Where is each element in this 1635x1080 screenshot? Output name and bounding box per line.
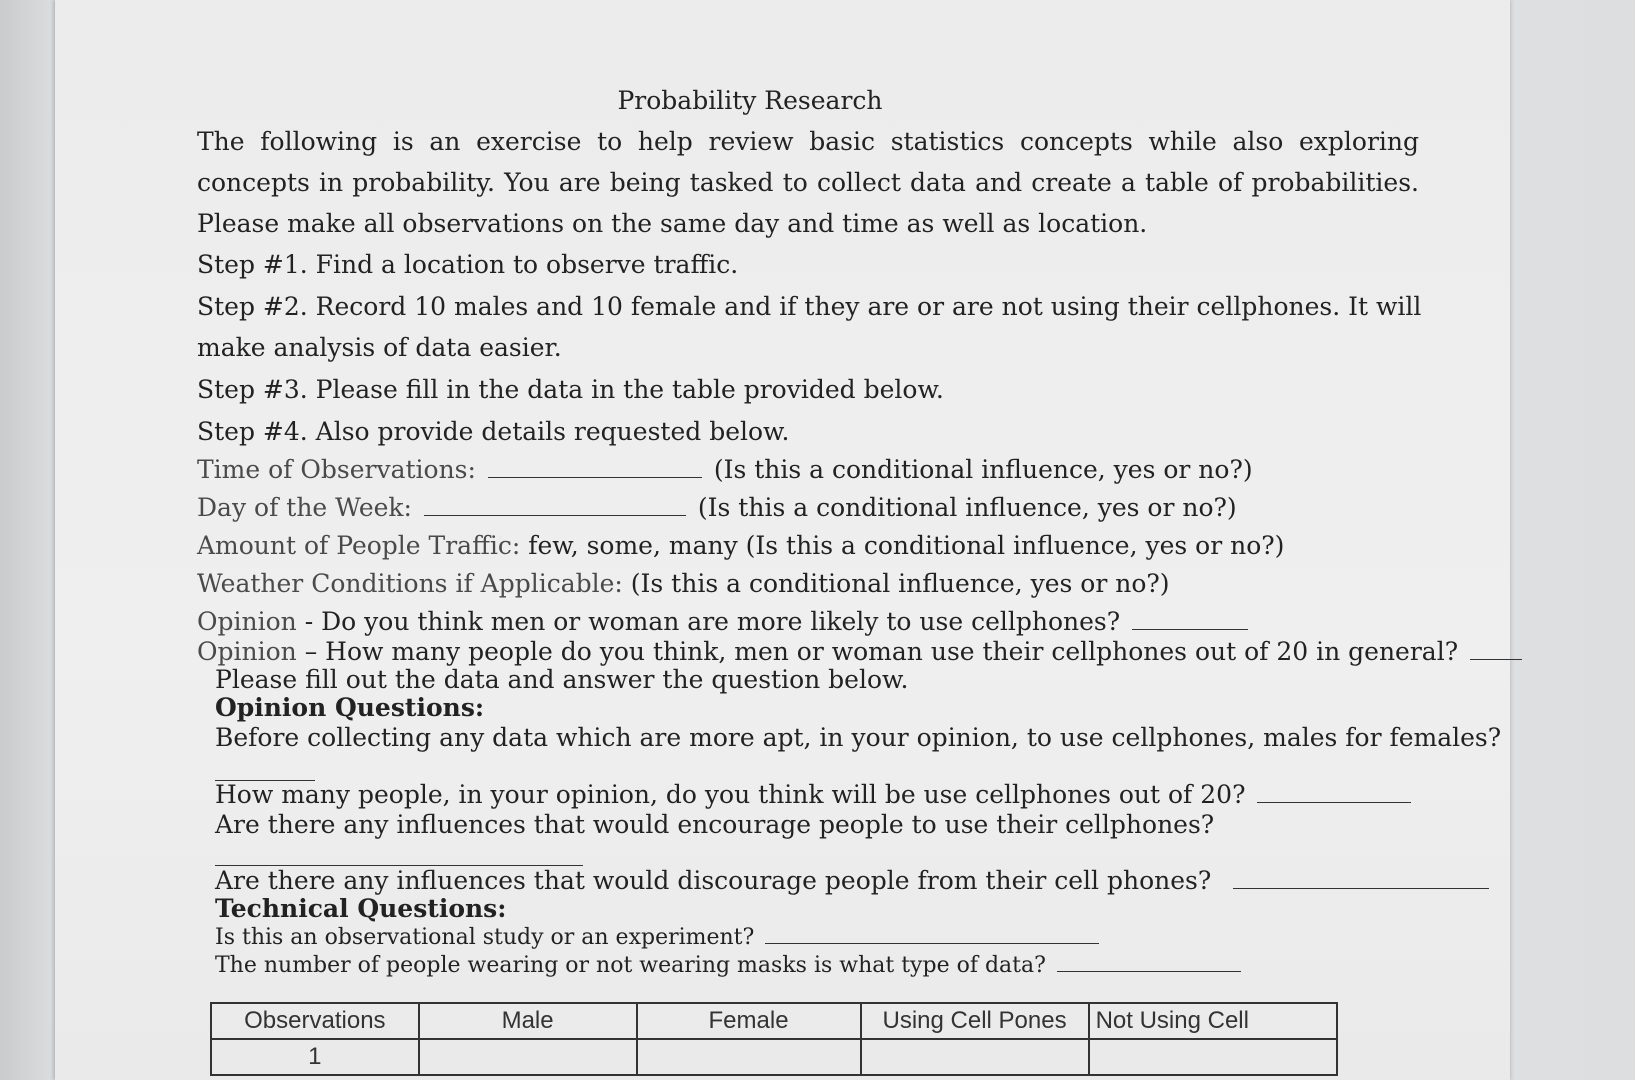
technical-questions-heading: Technical Questions: xyxy=(215,894,507,923)
row-not-using-cell[interactable] xyxy=(1089,1039,1337,1075)
opinion-question-q2: How many people, in your opinion, do you think will be use cellphones out of 20? xyxy=(215,780,1246,809)
header-not-using-cell: Not Using Cell xyxy=(1089,1003,1337,1039)
weather-question: (Is this a conditional influence, yes or no?) xyxy=(630,569,1170,598)
technical-question-t1: Is this an observational study or an experiment? xyxy=(215,925,755,950)
header-using-cell: Using Cell Pones xyxy=(861,1003,1089,1039)
opinion-label-2: Opinion xyxy=(197,637,297,666)
header-observations: Observations xyxy=(211,1003,419,1039)
opinion-row-2 xyxy=(197,637,1526,666)
traffic-label: Amount of People Traffic: xyxy=(197,531,521,560)
step-3: Step #3. Please fill in the data in the table provided below. xyxy=(197,375,944,404)
opinion-question-q4-row xyxy=(215,866,1493,895)
q1-blank[interactable] xyxy=(215,758,315,781)
technical-question-t2: The number of people wearing or not wearing masks is what type of data? xyxy=(215,953,1046,978)
t2-blank[interactable] xyxy=(1057,953,1241,972)
opinion-questions-heading: Opinion Questions: xyxy=(215,693,485,722)
time-question: (Is this a conditional influence, yes or no?) xyxy=(713,455,1253,484)
day-question: (Is this a conditional influence, yes or no?) xyxy=(697,493,1237,522)
row-using-cell[interactable] xyxy=(861,1039,1089,1075)
step-1: Step #1. Find a location to observe traffic. xyxy=(197,250,739,279)
opinion-question-1: - Do you think men or woman are more likely to use cellphones? xyxy=(304,607,1121,636)
t1-blank[interactable] xyxy=(765,925,1099,944)
technical-question-t1-row xyxy=(215,925,1103,950)
intro-paragraph: The following is an exercise to help review basic statistics concepts while also exploring concepts in probability. You are being tasked to collect data and create a table of probabilities. Please make all observations on the same day and time as well as location. xyxy=(197,127,1419,238)
table-row xyxy=(211,1039,1337,1075)
step-2-continued: make analysis of data easier. xyxy=(197,333,562,362)
traffic-options: few, some, many (Is this a conditional influence, yes or no?) xyxy=(528,531,1285,560)
opinion-question-2: – How many people do you think, men or woman use their cellphones out of 20 in general? xyxy=(304,637,1459,666)
q4-blank[interactable] xyxy=(1233,866,1489,889)
opinion-question-q2-row xyxy=(215,780,1415,809)
traffic-row xyxy=(197,531,1284,560)
step-2: Step #2. Record 10 males and 10 female and if they are or are not using their cellphones. It will xyxy=(197,292,1422,321)
row-observation-number: 1 xyxy=(211,1039,419,1075)
observations-table xyxy=(210,1002,1338,1076)
opinion-blank-1[interactable] xyxy=(1132,607,1248,630)
header-male: Male xyxy=(419,1003,637,1039)
day-blank[interactable] xyxy=(424,493,686,516)
header-female: Female xyxy=(637,1003,861,1039)
q3-blank[interactable] xyxy=(215,843,583,866)
opinion-label-1: Opinion xyxy=(197,607,297,636)
time-blank[interactable] xyxy=(488,455,702,478)
weather-label: Weather Conditions if Applicable: xyxy=(197,569,623,598)
day-label: Day of the Week: xyxy=(197,493,412,522)
document-title: Probability Research xyxy=(617,86,883,115)
time-label: Time of Observations: xyxy=(197,455,476,484)
opinion-row-1 xyxy=(197,607,1252,636)
opinion-question-q3: Are there any influences that would encourage people to use their cellphones? xyxy=(215,810,1215,839)
q2-blank[interactable] xyxy=(1257,780,1411,803)
weather-row xyxy=(197,569,1170,598)
technical-question-t2-row xyxy=(215,953,1245,978)
time-of-observations-row xyxy=(197,455,1253,484)
opinion-blank-2[interactable] xyxy=(1470,637,1522,660)
row-female-cell[interactable] xyxy=(637,1039,861,1075)
opinion-question-q1: Before collecting any data which are more apt, in your opinion, to use cellphones, males for females? xyxy=(215,723,1502,752)
day-of-week-row xyxy=(197,493,1237,522)
table-header-row xyxy=(211,1003,1337,1039)
step-4: Step #4. Also provide details requested below. xyxy=(197,417,790,446)
row-male-cell[interactable] xyxy=(419,1039,637,1075)
opinion-question-q4: Are there any influences that would discourage people from their cell phones? xyxy=(215,866,1212,895)
fill-out-instruction: Please fill out the data and answer the question below. xyxy=(215,665,909,694)
